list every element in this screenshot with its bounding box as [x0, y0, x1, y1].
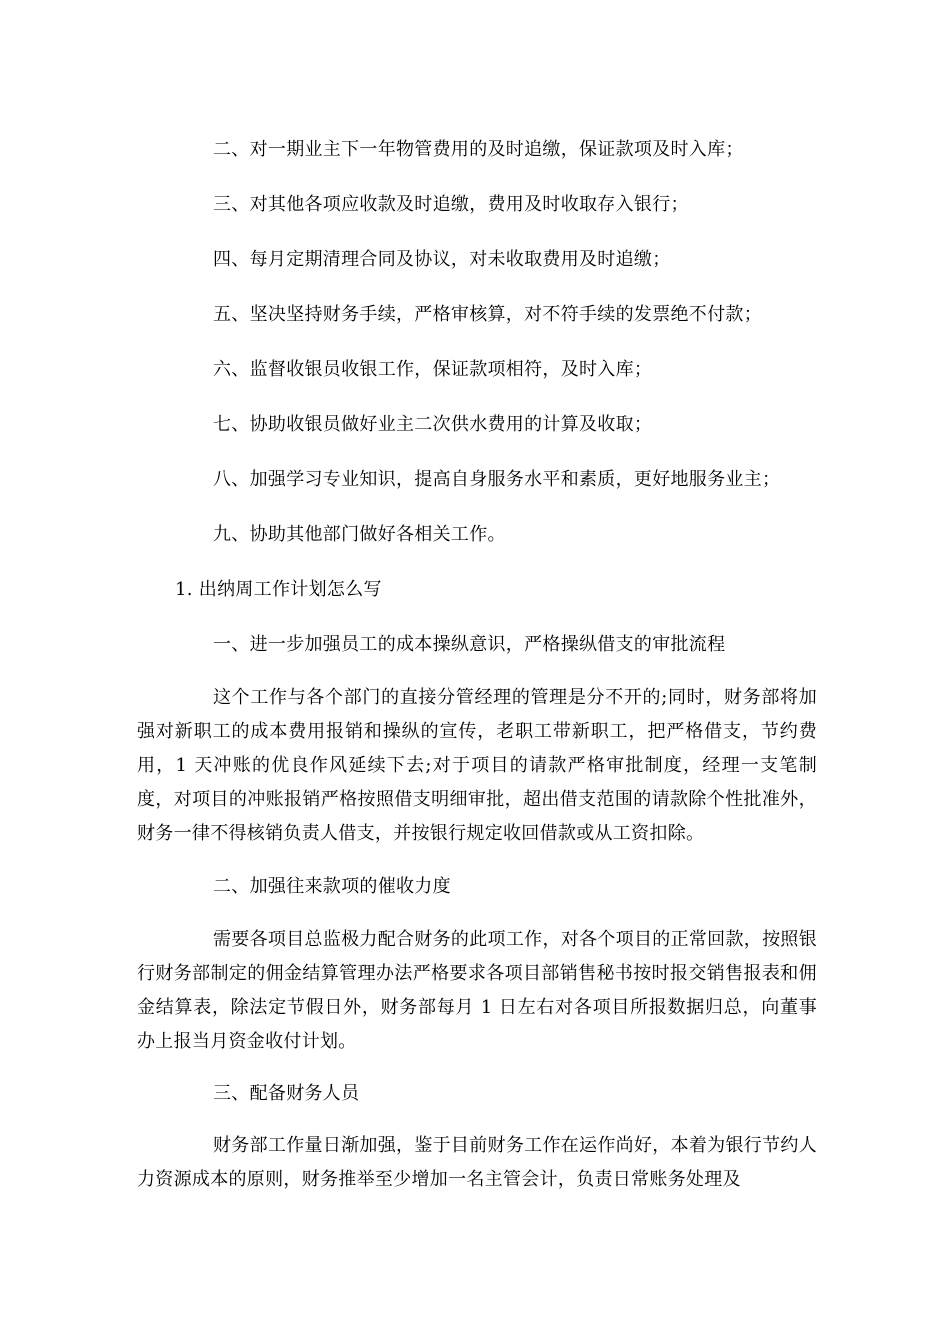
list-item-7: 七、协助收银员做好业主二次供水费用的计算及收取；	[213, 414, 653, 435]
paragraph-one: 这个工作与各个部门的直接分管经理的管理是分不开的;同时，财务部将加强对新职工的成本费用报销和操纵的宣传，老职工带新职工，把严格借支，节约费用，1 天冲账的优良作风延续下去;对于项目的请款严格审批制度，经理一支笔制度，对项目的冲账报销严格按照借支明细审批，超出借支范围的请款除个性批准外，财务一律不得核销负责人借支，并按银行规定收回借款或从工资扣除。	[137, 687, 817, 844]
paragraph-three: 财务部工作量日渐加强，鉴于目前财务工作在运作尚好，本着为银行节约人力资源成本的原则，财务推举至少增加一名主管会计，负责日常账务处理及	[137, 1135, 817, 1190]
list-item-4: 四、每月定期清理合同及协议，对未收取费用及时追缴；	[213, 249, 671, 270]
list-item-8: 八、加强学习专业知识，提高自身服务水平和素质，更好地服务业主；	[213, 469, 781, 490]
heading-three: 三、配备财务人员	[213, 1083, 360, 1104]
heading-two: 二、加强往来款项的催收力度	[213, 876, 451, 897]
list-item-3: 三、对其他各项应收款及时追缴，费用及时收取存入银行；	[213, 194, 689, 215]
paragraph-two: 需要各项目总监极力配合财务的此项工作，对各个项目的正常回款，按照银行财务部制定的佣金结算管理办法严格要求各项目部销售秘书按时报交销售报表和佣金结算表，除法定节假日外，财务部每月 1 日左右对各项目所报数据归总，向董事办上报当月资金收付计划。	[137, 929, 817, 1052]
list-item-9: 九、协助其他部门做好各相关工作。	[213, 524, 506, 545]
list-item-2: 二、对一期业主下一年物管费用的及时追缴，保证款项及时入库；	[213, 139, 744, 160]
list-item-6: 六、监督收银员收银工作，保证款项相符，及时入库；	[213, 359, 653, 380]
section-title: 1. 出纳周工作计划怎么写	[175, 579, 382, 600]
list-item-5: 五、坚决坚持财务手续，严格审核算，对不符手续的发票绝不付款；	[213, 304, 762, 325]
heading-one: 一、进一步加强员工的成本操纵意识，严格操纵借支的审批流程	[213, 634, 726, 655]
